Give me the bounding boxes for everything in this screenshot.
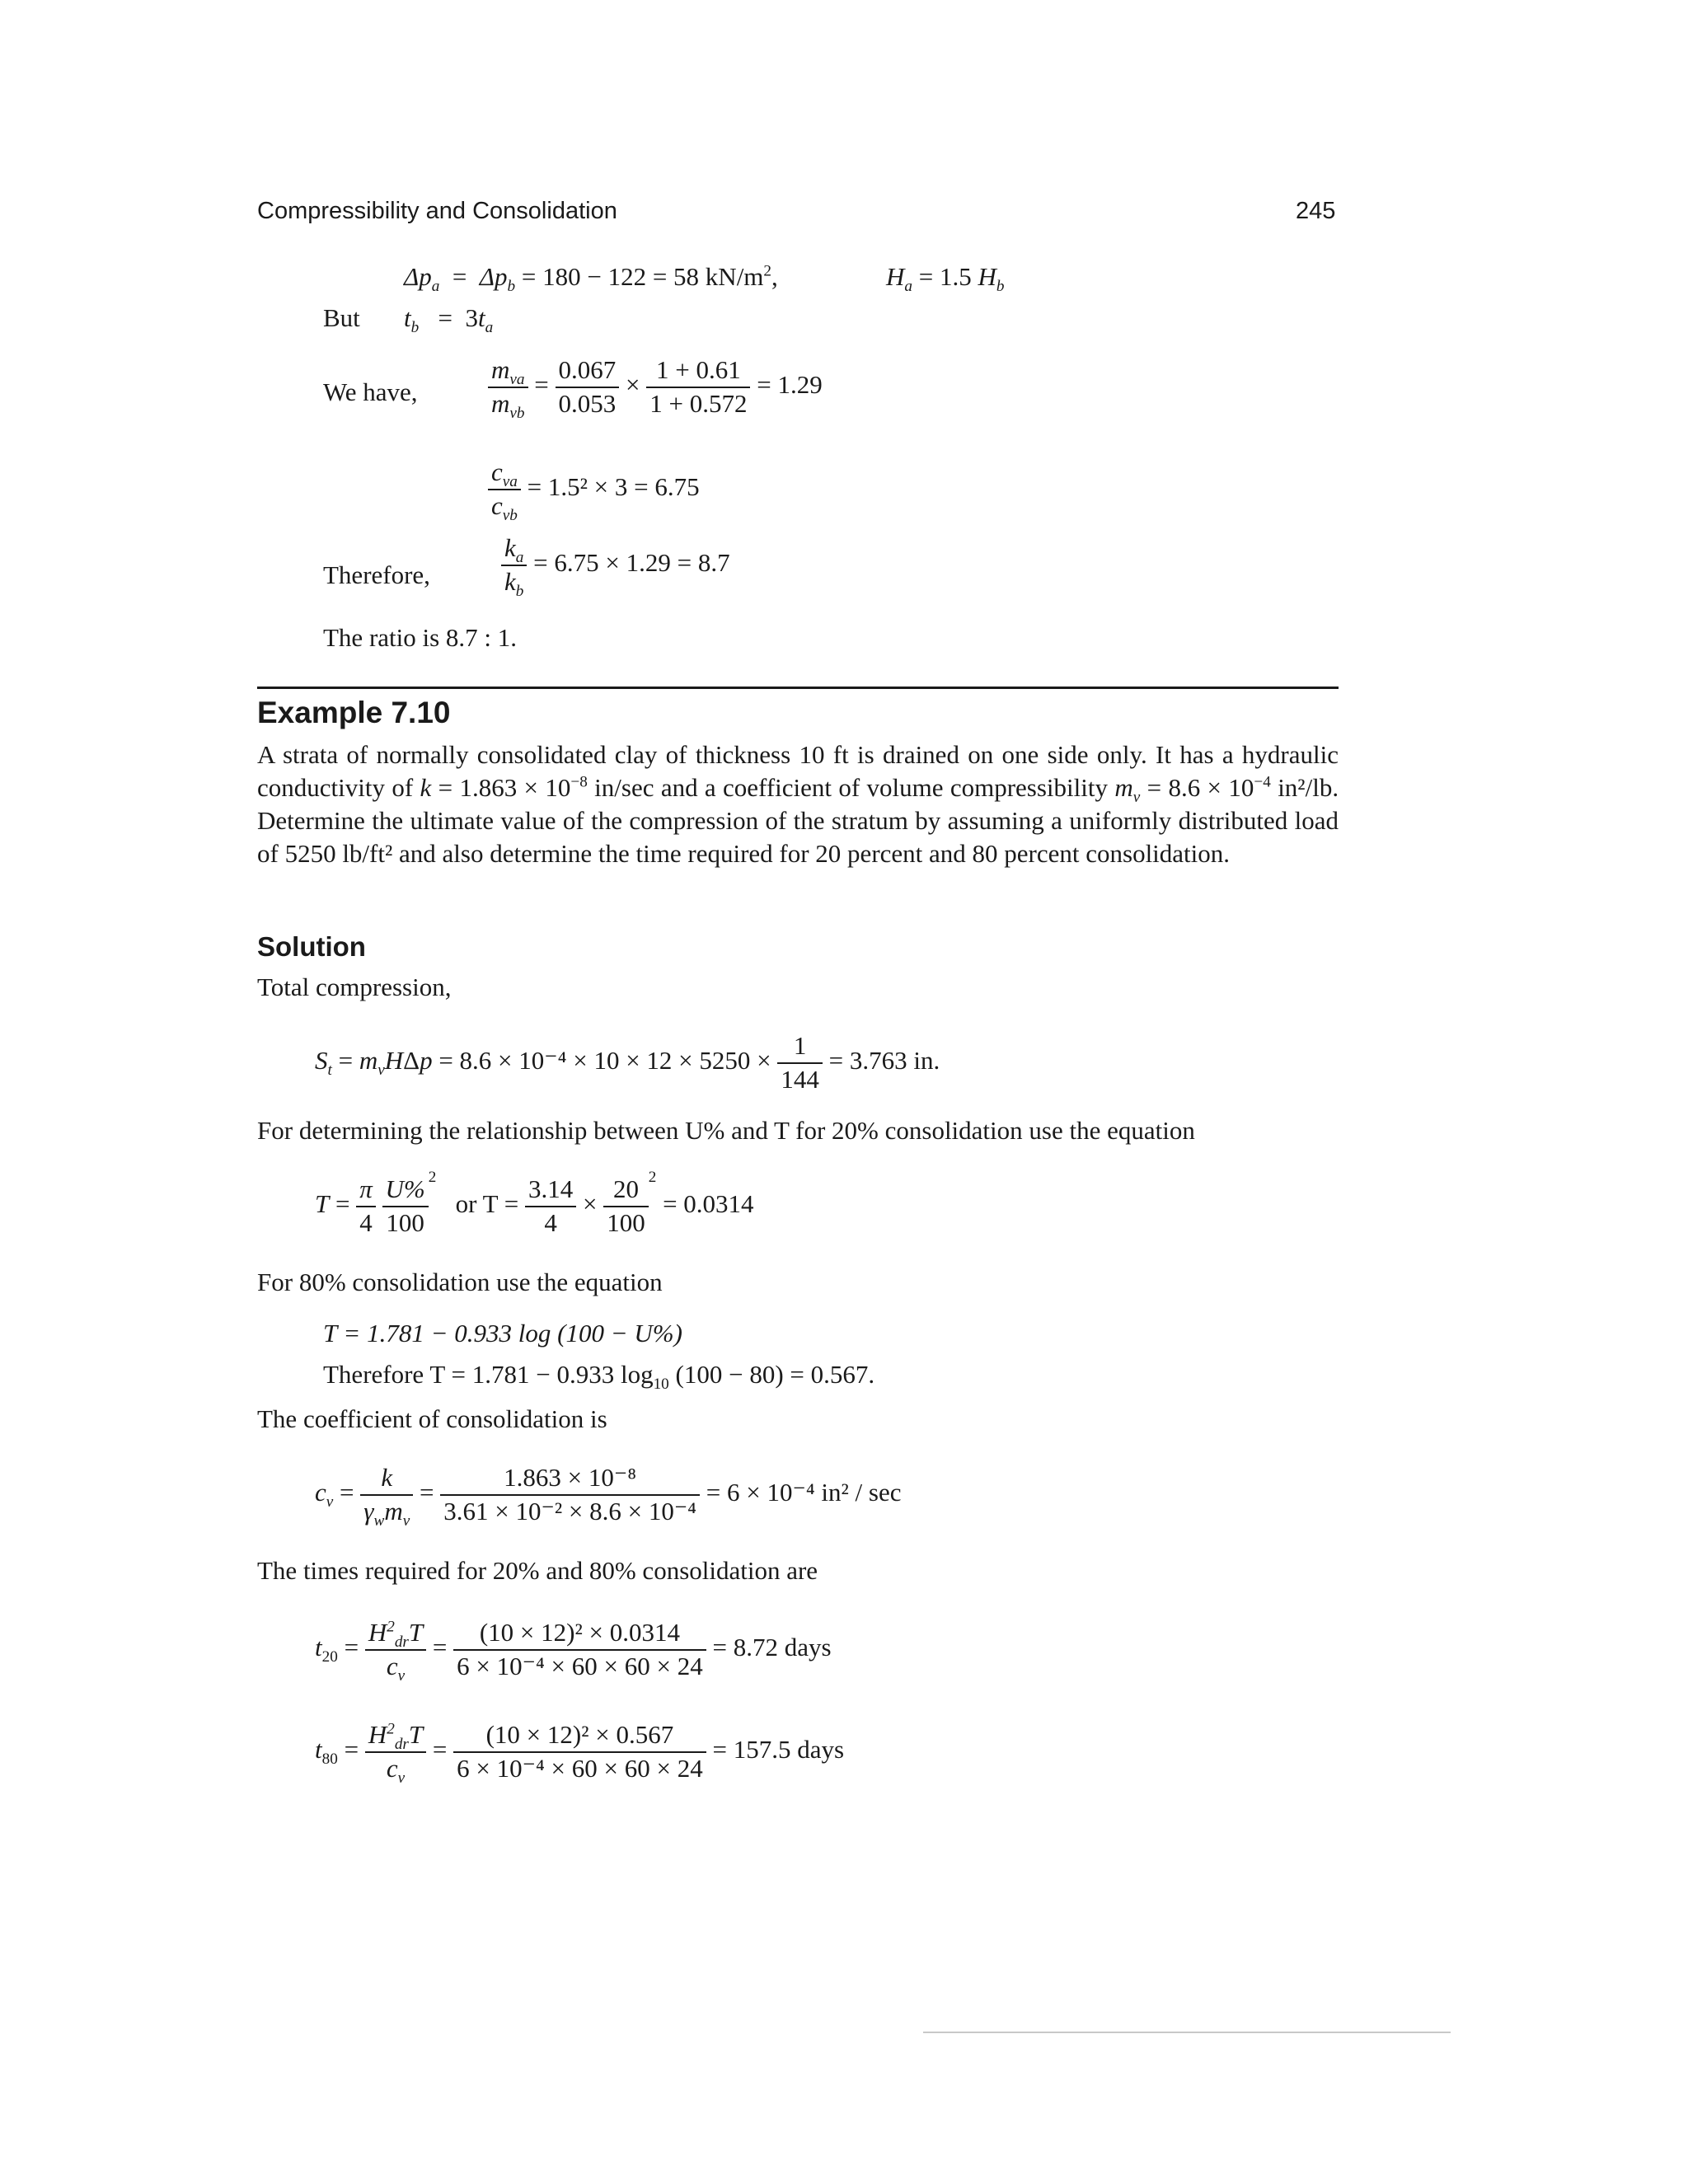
- time-factor-20-equation: T = $\frac{\pi}{4}$ $\frac{U\%}{100}$ $^2$ or T = $\frac{3.14}{4}$ × $\frac{20}{100}$ $^2$ = 0.0314: [315, 1168, 754, 1237]
- ratio-statement: The ratio is 8.7 : 1.: [323, 623, 518, 652]
- page-number: 245: [1296, 198, 1336, 224]
- example-title: Example 7.10: [257, 696, 451, 729]
- t80-equation: $t_{80}$ = $\frac{H^2_{dr}T}{c_v}$ = $\frac{\text{(10 × 12)² × 0.567}}{\text{6 × 10⁻⁴ × 60 × 60 × 24}}$ = 157.5 days: [315, 1720, 845, 1787]
- time-relation: $t_b = 3t_a$: [404, 303, 494, 337]
- eq80-intro: For 80% consolidation use the equation: [257, 1268, 663, 1296]
- pressure-equation: $\Delta p_a = \Delta p_b = 180 - 122 = 58$ $kN/m^2$,: [404, 262, 778, 296]
- eq80-formula: T = 1.781 − 0.933 log (100 − U%): [323, 1319, 682, 1347]
- therefore-label: Therefore,: [323, 560, 430, 589]
- cv-equation: $c_v$ = $\frac{k}{\gamma_wm_v}$ = $\frac{\text{1.863 × 10⁻⁸}}{\text{3.61 × 10⁻² × 8.6 × 10⁻⁴}}$ = 6 × 10⁻⁴ in² / sec: [315, 1463, 902, 1530]
- height-relation: $H_a = 1.5$ $H_b$: [886, 262, 1005, 296]
- cv-intro: The coefficient of consolidation is: [257, 1404, 607, 1433]
- t20-equation: $t_{20}$ = $\frac{H^2_{dr}T}{c_v}$ = $\frac{\text{(10 × 12)² × 0.0314}}{\text{6 × 10⁻⁴ × 60 × 60 × 24}}$ = 8.72 days: [315, 1618, 832, 1685]
- we-have-label: We have,: [323, 377, 418, 406]
- scan-artifact-line: [923, 2032, 1451, 2033]
- example-statement: A strata of normally consolidated clay of thickness 10 ft is drained on one side only. It has a hydraulic conductivity of $k = 1.863 \times 10^{-8}$ in/sec and a coefficient of volume compressibility $m_v = 8.6 \times 10^{-4}$ in²/lb. Determine the ultimate value of the compression of the stratum by assuming a uniformly distributed load of 5250 lb/ft² and also determine the time required for 20 percent and 80 percent consolidation.: [257, 740, 1339, 868]
- solution-title: Solution: [257, 931, 366, 962]
- eq80-result: Therefore T = 1.781 − 0.933 $\log_{10} (100 - 80) = 0.567$.: [323, 1360, 875, 1394]
- settlement-equation: $S_t = m_vH\Delta p = 8.6 \times 10^{-4} \times 10 \times 12 \times 5250$ × $\frac{1}{144}$ = 3.763 in.: [315, 1031, 940, 1094]
- running-header: Compressibility and Consolidation: [257, 198, 617, 224]
- but-label: But: [323, 303, 360, 332]
- mv-ratio-equation: $\frac{m_{va}}{m_{vb}}$ = $\frac{0.067}{0.053}$ × $\frac{1 + 0.61}{1 + 0.572}$ = 1.29: [488, 354, 823, 420]
- section-rule: [257, 687, 1339, 689]
- times-intro: The times required for 20% and 80% consolidation are: [257, 1556, 818, 1585]
- cv-ratio-equation: $\frac{c_{va}}{c_{vb}}$ = 1.5² × 3 = 6.75: [488, 457, 700, 523]
- relation-intro: For determining the relationship between U% and T for 20% consolidation use the equation: [257, 1116, 1195, 1145]
- total-compression-label: Total compression,: [257, 972, 452, 1001]
- k-ratio-equation: $\frac{k_a}{k_b}$ = 6.75 × 1.29 = 8.7: [501, 532, 730, 598]
